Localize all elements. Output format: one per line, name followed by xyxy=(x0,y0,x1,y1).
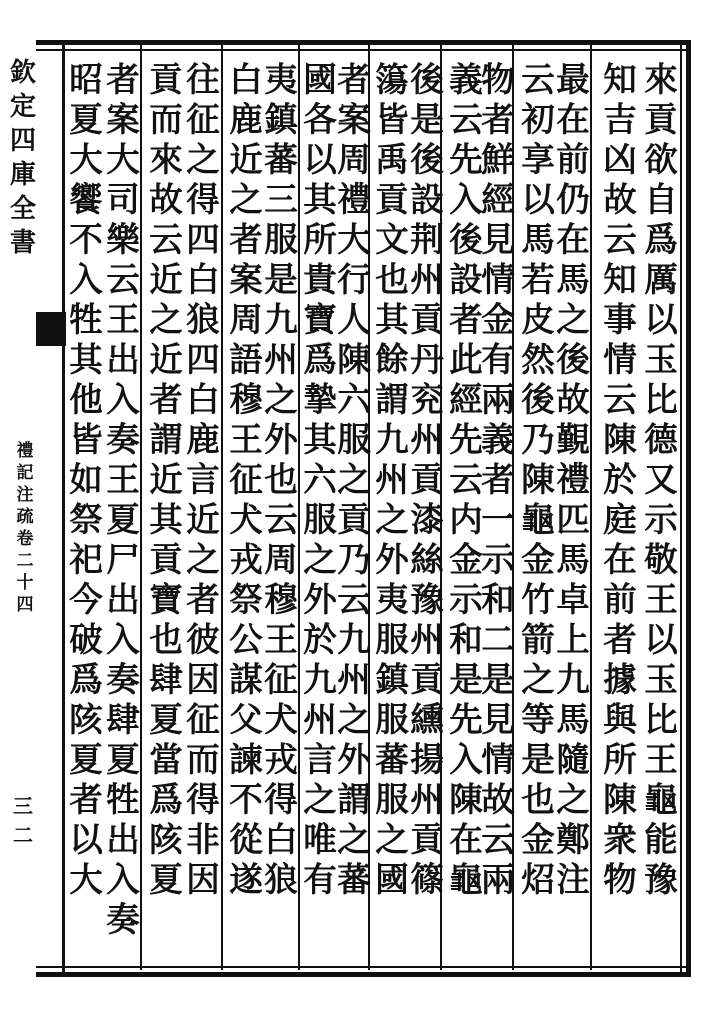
text-column-7: 後 是 後 設 荆 州 貢 丹 兖 州 貢 漆 絲 豫 州 貢 纁 揚 州 貢 篠 xyxy=(410,60,444,899)
margin-book-title: 欽 定 四 庫 全 書 xyxy=(9,58,36,258)
margin-work-title: 禮 記 注 疏 卷 二 十 四 xyxy=(16,441,34,615)
text-column-10: 國 各 以 其 所 貴 寶 爲 摯 其 六 服 之 外 於 九 州 言 之 唯 有 xyxy=(303,60,337,899)
bottom-border xyxy=(36,972,691,977)
text-column-6: 義 云 先 入 後 設 者 此 經 先 云 内 金 示 和 是 先 入 陳 在 龜 xyxy=(449,60,483,899)
top-border-inner xyxy=(36,49,691,51)
fishtail-mark xyxy=(36,312,66,346)
text-column-16: 昭 夏 大 饗 不 入 牲 其 他 皆 如 祭 祀 今 破 爲 陔 夏 者 以 大 xyxy=(69,60,103,899)
text-column-11: 夷 鎮 蕃 三 服 是 九 州 之 外 也 云 周 穆 王 征 犬 戎 得 白 狼 xyxy=(264,60,298,899)
left-border xyxy=(62,40,65,977)
text-column-8: 簜 皆 禹 貢 文 也 其 餘 謂 九 州 之 外 夷 服 鎮 服 蕃 服 之 國 xyxy=(375,60,409,899)
text-column-13: 往 征 之 得 四 白 狼 四 白 鹿 言 近 之 者 彼 因 征 而 得 非 因 xyxy=(186,60,220,899)
text-column-5: 物 者 鮮 經 見 情 金 有 兩 義 者 一 示 和 二 是 見 情 故 云 兩 xyxy=(481,60,515,899)
bottom-border-inner xyxy=(36,966,691,968)
text-column-15: 者 案 大 司 樂 云 王 出 入 奏 王 夏 尸 出 入 奏 肆 夏 牲 出 入 奏 xyxy=(106,60,140,939)
text-column-12: 白 鹿 近 之 者 案 周 語 穆 王 征 犬 戎 祭 公 謀 父 諫 不 從 遂 xyxy=(229,60,263,899)
text-column-9: 者 案 周 禮 大 行 人 陳 六 服 之 貢 乃 云 九 州 之 外 謂 之 蕃 xyxy=(337,60,371,899)
text-column-3: 最 在 前 仍 在 馬 之 後 故 覲 禮 匹 馬 卓 上 九 馬 隨 之 鄭 注 xyxy=(556,60,590,899)
text-column-14: 貢 而 來 故 云 近 之 近 者 謂 近 其 貢 寶 也 肆 夏 當 爲 陔 夏 xyxy=(149,60,183,899)
text-column-1: 來 貢 欲 自 爲 厲 以 玉 比 德 又 示 敬 王 以 玉 比 王 龜 能 豫 xyxy=(644,60,678,899)
text-column-2: 知 吉 凶 故 云 知 事 情 云 陳 於 庭 在 前 者 據 與 所 陳 衆 物 xyxy=(603,60,637,899)
right-border xyxy=(686,40,691,977)
top-border xyxy=(36,40,691,45)
page-number: 三二 xyxy=(13,794,33,847)
text-column-4: 云 初 享 以 馬 若 皮 然 後 乃 陳 龜 金 竹 箭 之 等 是 也 金 炤 xyxy=(521,60,555,899)
